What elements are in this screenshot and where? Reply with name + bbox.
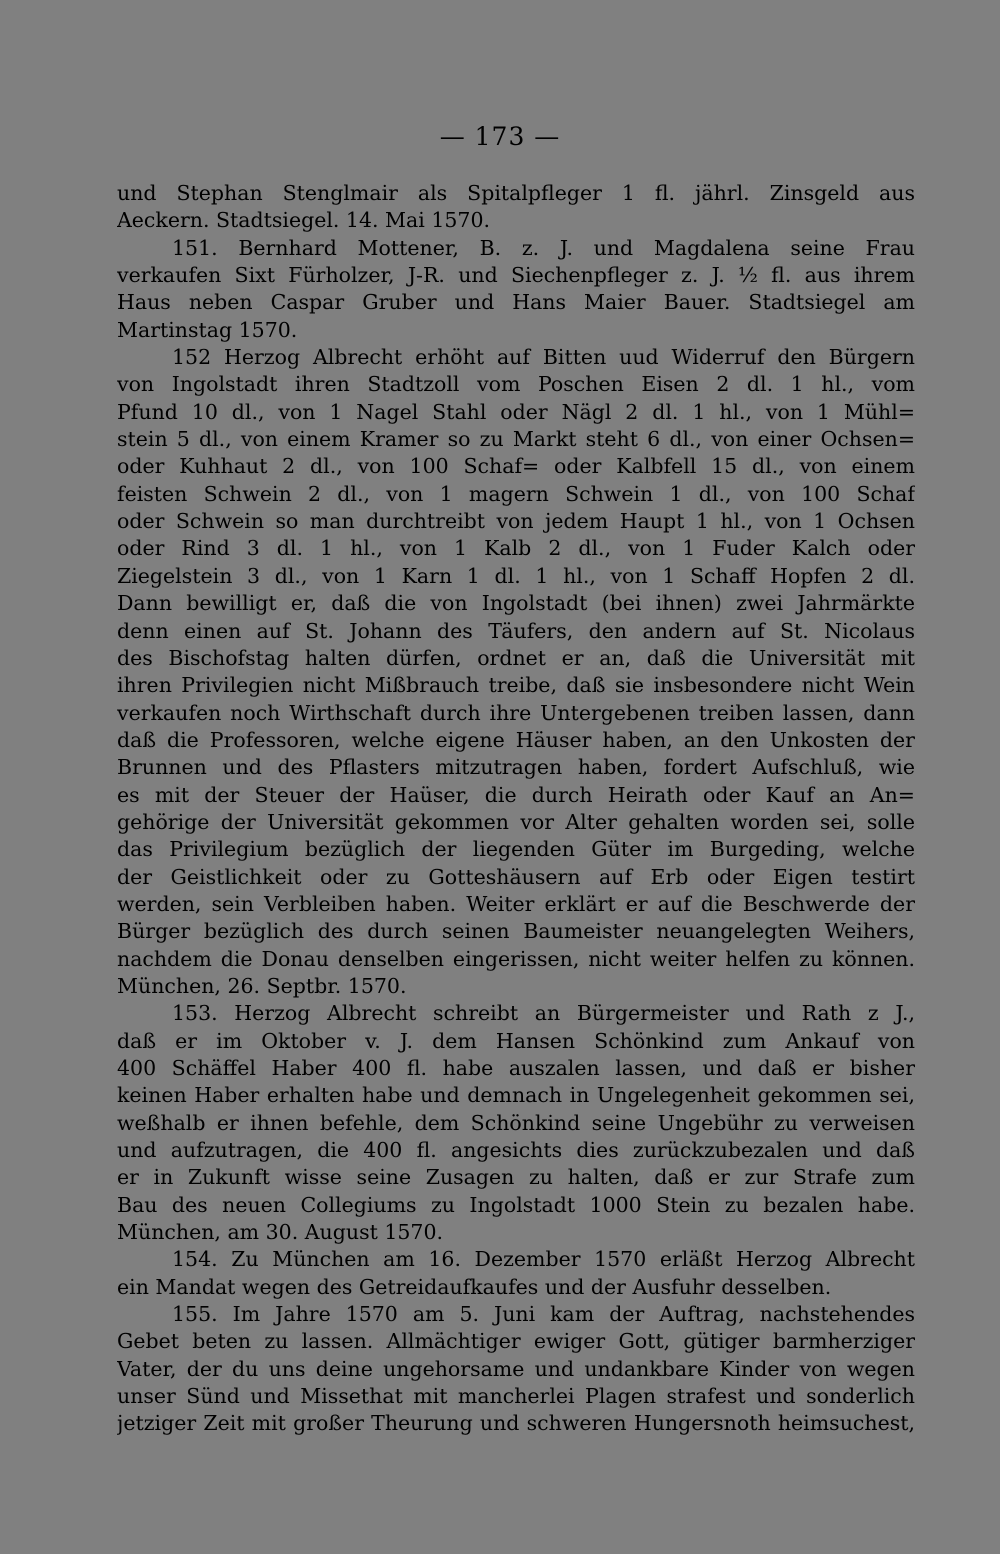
text-line: oder Kuhhaut 2 dl., von 100 Schaf= oder Kalbfell 15 dl., von einem <box>117 454 915 479</box>
text-line: 152 Herzog Albrecht erhöht auf Bitten uud Widerruf den Bürgern <box>172 345 915 370</box>
text-line: daß die Professoren, welche eigene Häuser haben, an den Unkosten der <box>117 727 915 752</box>
text-line: München, am 30. August 1570. <box>117 1220 444 1245</box>
body-text <box>117 180 915 1438</box>
text-line: Vater, der du uns deine ungehorsame und undankbare Kinder von wegen <box>117 1356 915 1381</box>
text-line: verkaufen Sixt Fürholzer, J-R. und Siechenpfleger z. J. ½ fl. aus ihrem <box>117 263 915 288</box>
text-line: jetziger Zeit mit großer Theurung und schweren Hungersnoth heimsuchest, <box>117 1411 915 1436</box>
text-line: Bürger bezüglich des durch seinen Baumeister neuangelegten Weihers, <box>117 919 915 944</box>
text-line: es mit der Steuer der Haüser, die durch Heirath oder Kauf an An= <box>117 782 915 807</box>
text-line: Dann bewilligt er, daß die von Ingolstadt (bei ihnen) zwei Jahrmärkte <box>117 591 915 616</box>
text-line: ein Mandat wegen des Getreidaufkaufes und der Ausfuhr desselben. <box>117 1274 832 1299</box>
text-line: 155. Im Jahre 1570 am 5. Juni kam der Auftrag, nachstehendes <box>172 1302 915 1327</box>
text-line: oder Schwein so man durchtreibt von jedem Haupt 1 hl., von 1 Ochsen <box>117 509 915 534</box>
text-line: oder Rind 3 dl. 1 hl., von 1 Kalb 2 dl., von 1 Fuder Kalch oder <box>117 536 915 561</box>
text-line: feisten Schwein 2 dl., von 1 magern Schwein 1 dl., von 100 Schaf <box>117 481 915 506</box>
text-line: Haus neben Caspar Gruber und Hans Maier Bauer. Stadtsiegel am <box>117 290 915 315</box>
text-line: 153. Herzog Albrecht schreibt an Bürgermeister und Rath z J., <box>172 1001 915 1026</box>
text-line: und Stephan Stenglmair als Spitalpfleger 1 fl. jährl. Zinsgeld aus <box>117 181 915 205</box>
text-line: unser Sünd und Missethat mit mancherlei Plagen strafest und sonderlich <box>117 1384 915 1409</box>
text-line: Gebet beten zu lassen. Allmächtiger ewiger Gott, gütiger barmherziger <box>117 1329 915 1354</box>
text-line: und aufzutragen, die 400 fl. angesichts dies zurückzubezalen und daß <box>117 1138 915 1163</box>
text-line: keinen Haber erhalten habe und demnach in Ungelegenheit gekommen sei, <box>117 1083 915 1108</box>
text-line: München, 26. Septbr. 1570. <box>117 973 407 998</box>
text-line: denn einen auf St. Johann des Täufers, den andern auf St. Nicolaus <box>117 618 915 643</box>
text-line: von Ingolstadt ihren Stadtzoll vom Poschen Eisen 2 dl. 1 hl., vom <box>117 372 915 397</box>
text-line: gehörige der Universität gekommen vor Alter gehalten worden sei, solle <box>117 809 915 834</box>
text-line: nachdem die Donau denselben eingerissen, nicht weiter helfen zu können. <box>117 946 915 971</box>
text-line: daß er im Oktober v. J. dem Hansen Schönkind zum Ankauf von <box>117 1028 915 1053</box>
text-line: 400 Schäffel Haber 400 fl. habe auszalen lassen, und daß er bisher <box>117 1056 915 1080</box>
text-line: Aeckern. Stadtsiegel. 14. Mai 1570. <box>117 208 491 233</box>
text-line: werden, sein Verbleiben haben. Weiter erklärt er auf die Beschwerde der <box>117 891 915 916</box>
text-line: verkaufen noch Wirthschaft durch ihre Untergebenen treiben lassen, dann <box>117 700 915 725</box>
text-line: stein 5 dl., von einem Kramer so zu Markt steht 6 dl., von einer Ochsen= <box>117 427 915 452</box>
text-line: Martinstag 1570. <box>117 317 298 342</box>
text-line: 154. Zu München am 16. Dezember 1570 erläßt Herzog Albrecht <box>172 1247 915 1272</box>
text-line: Ziegelstein 3 dl., von 1 Karn 1 dl. 1 hl., von 1 Schaff Hopfen 2 dl. <box>117 563 915 588</box>
text-line: Pfund 10 dl., von 1 Nagel Stahl oder Nägl 2 dl. 1 hl., von 1 Mühl= <box>117 399 915 424</box>
text-line: Bau des neuen Collegiums zu Ingolstadt 1000 Stein zu bezalen habe. <box>117 1192 915 1217</box>
text-line: er in Zukunft wisse seine Zusagen zu halten, daß er zur Strafe zum <box>117 1165 915 1190</box>
text-line: 151. Bernhard Mottener, B. z. J. und Magdalena seine Frau <box>172 235 915 260</box>
text-line: das Privilegium bezüglich der liegenden Güter im Burgeding, welche <box>117 837 915 862</box>
text-line: weßhalb er ihnen befehle, dem Schönkind seine Ungebühr zu verweisen <box>117 1110 915 1135</box>
text-line: der Geistlichkeit oder zu Gotteshäusern auf Erb oder Eigen testirt <box>117 864 915 889</box>
page-number: — 173 — <box>439 122 561 151</box>
text-line: Brunnen und des Pflasters mitzutragen haben, fordert Aufschluß, wie <box>117 755 915 780</box>
text-line: des Bischofstag halten dürfen, ordnet er an, daß die Universität mit <box>117 645 915 670</box>
text-line: ihren Privilegien nicht Mißbrauch treibe, daß sie insbesondere nicht Wein <box>117 673 915 698</box>
